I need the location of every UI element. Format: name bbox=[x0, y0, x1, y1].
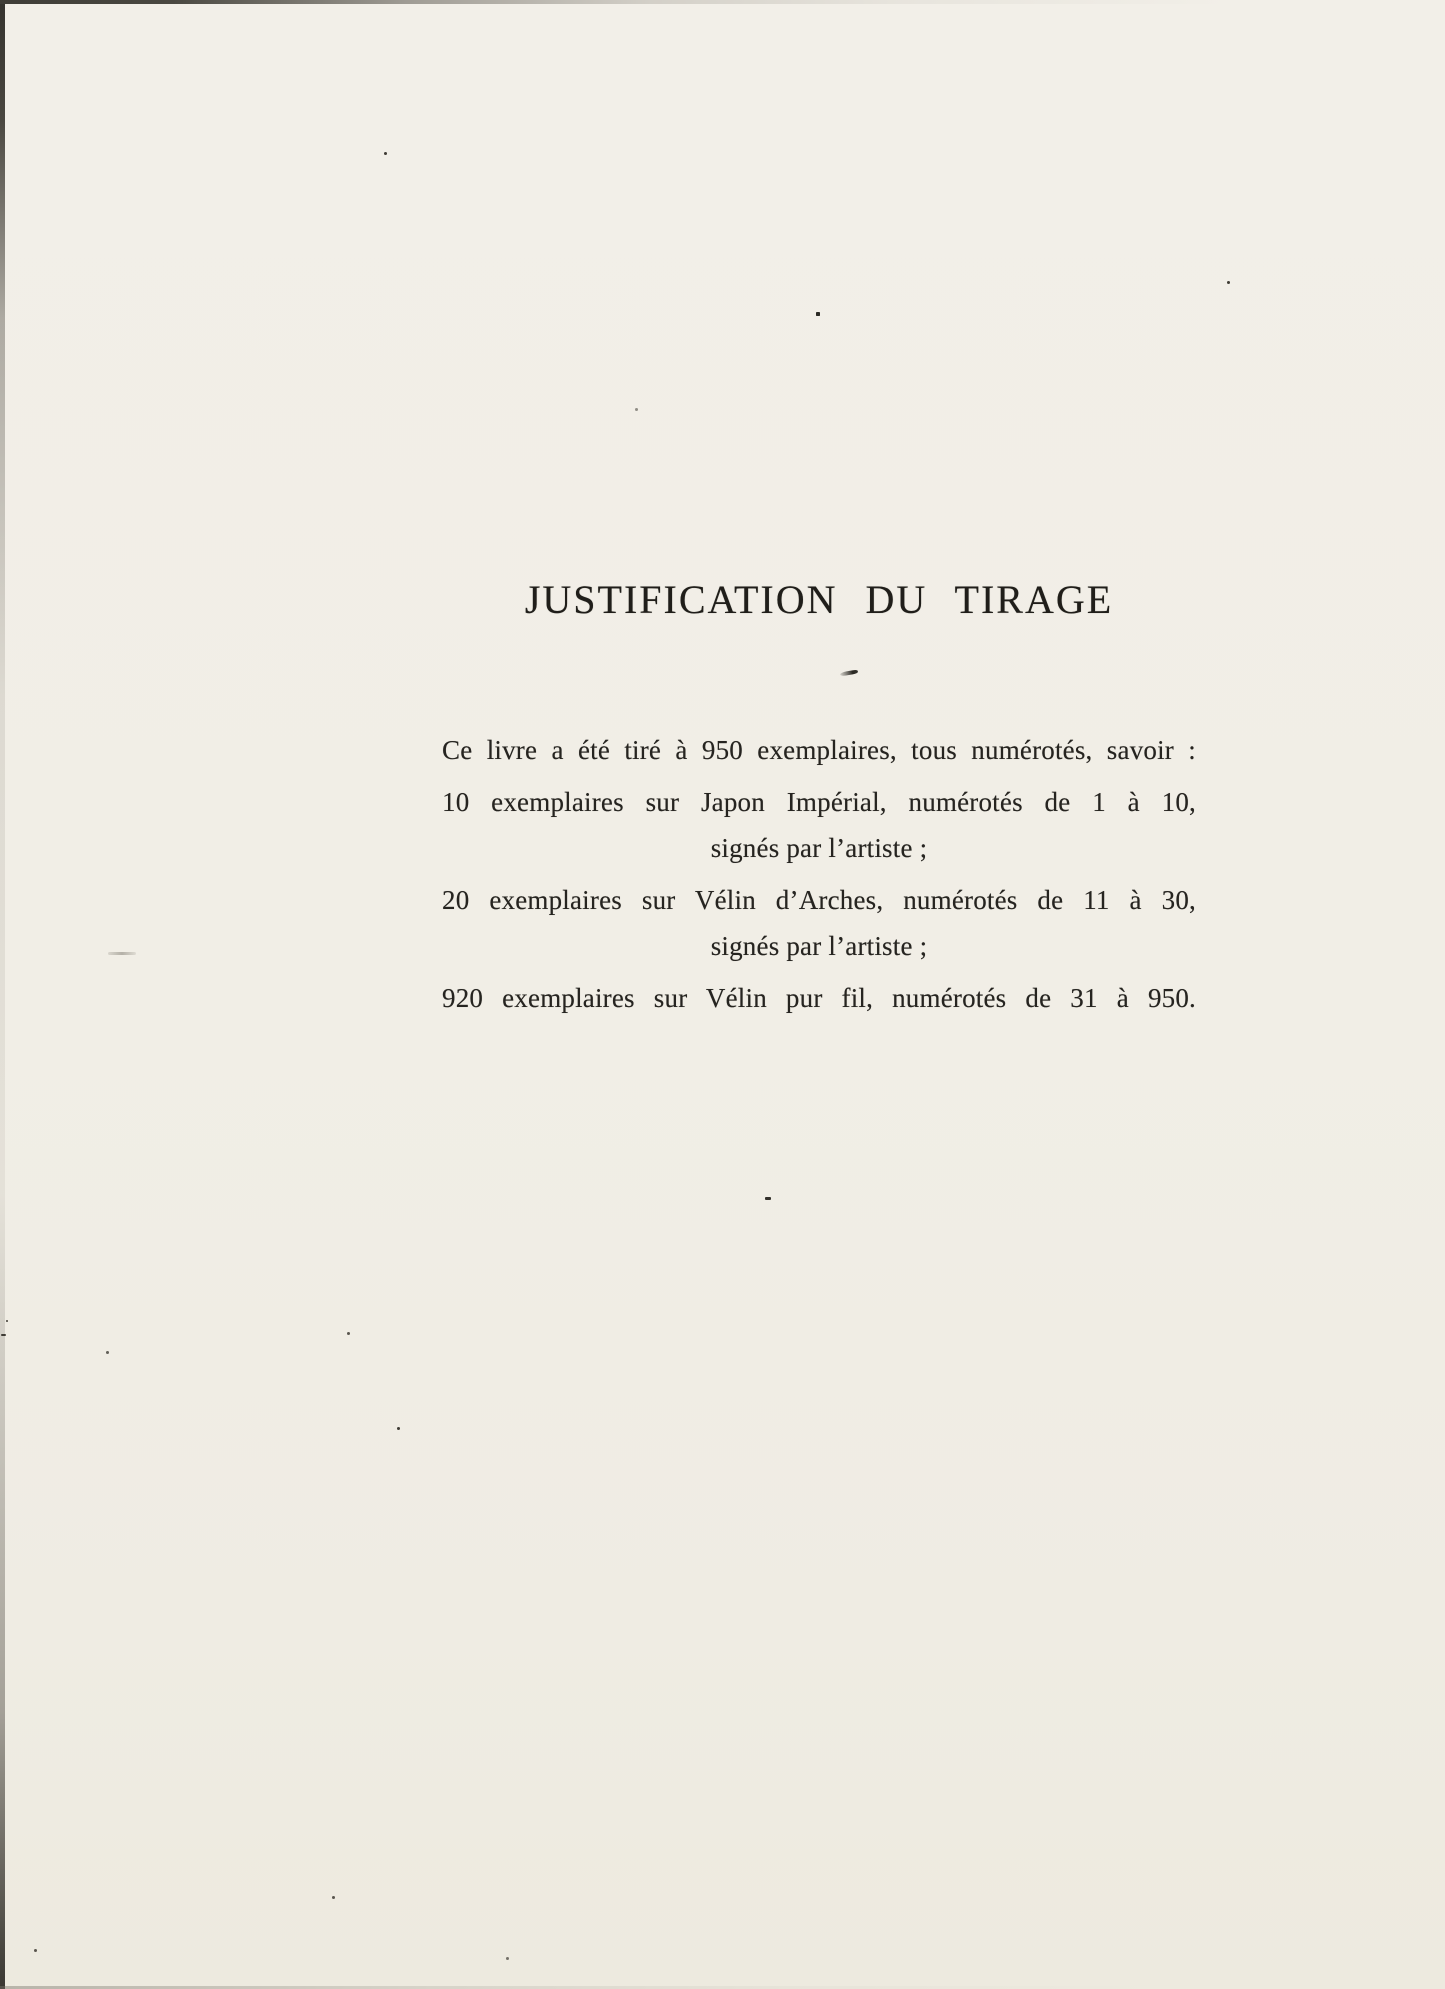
flourish-mark bbox=[840, 669, 858, 676]
dust-speck bbox=[635, 408, 638, 411]
page-edge-top bbox=[0, 0, 1445, 4]
dust-speck bbox=[816, 312, 820, 316]
colophon-text-line: signés par l’artiste ; bbox=[710, 931, 928, 961]
colophon-text-line: Ce livre a été tiré à 950 exemplaires, tous numérotés, savoir : bbox=[442, 735, 1196, 765]
dust-speck bbox=[34, 1949, 37, 1952]
dust-speck bbox=[106, 1351, 109, 1354]
dust-speck bbox=[397, 1427, 400, 1430]
dust-speck bbox=[6, 1320, 8, 1322]
dust-speck bbox=[332, 1896, 335, 1899]
page-edge-left bbox=[0, 0, 5, 1989]
dust-speck bbox=[1227, 281, 1230, 284]
dust-speck bbox=[1, 1334, 6, 1336]
page-title: JUSTIFICATION DU TIRAGE bbox=[524, 577, 1114, 622]
dust-speck bbox=[506, 1957, 509, 1960]
colophon-text-line: 20 exemplaires sur Vélin d’Arches, numérotés de 11 à 30, bbox=[442, 885, 1196, 915]
dust-speck bbox=[384, 152, 387, 155]
dust-speck bbox=[347, 1332, 350, 1335]
colophon-text-line: 920 exemplaires sur Vélin pur fil, numérotés de 31 à 950. bbox=[442, 983, 1196, 1013]
colophon-text-line: 10 exemplaires sur Japon Impérial, numérotés de 1 à 10, bbox=[442, 787, 1196, 817]
pencil-dash-mark bbox=[108, 952, 136, 955]
colophon-lines bbox=[442, 727, 1196, 1021]
dust-speck bbox=[765, 1197, 771, 1200]
colophon-text-line: signés par l’artiste ; bbox=[710, 833, 928, 863]
